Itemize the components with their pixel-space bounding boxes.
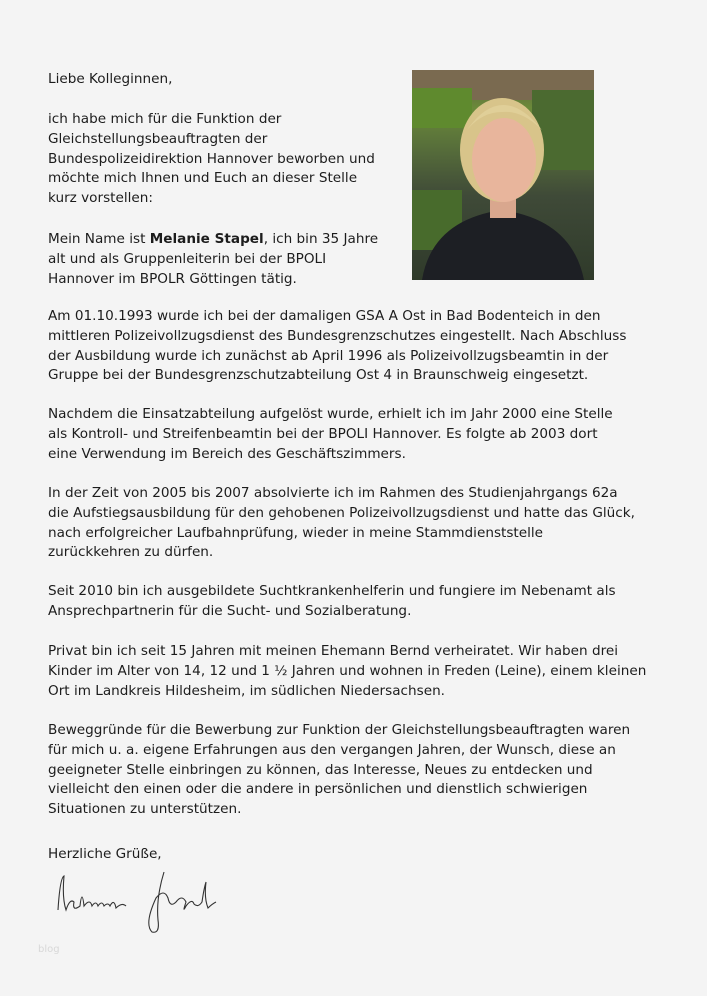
intro-paragraph xyxy=(48,110,375,209)
body-paragraph xyxy=(48,642,646,701)
text-line: geeigneter Stelle einbringen zu können, das Interesse, Neues zu entdecken und xyxy=(48,761,593,778)
text-line: mittleren Polizeivollzugsdienst des Bundesgrenzschutzes eingestellt. Nach Abschluss xyxy=(48,327,627,344)
text-line: Privat bin ich seit 15 Jahren mit meinen Ehemann Bernd verheiratet. Wir haben drei xyxy=(48,643,619,659)
text-line: eine Verwendung im Bereich des Geschäftszimmers. xyxy=(48,445,406,462)
watermark: blog xyxy=(38,944,60,955)
text-line: möchte mich Ihnen und Euch an dieser Stelle xyxy=(48,170,358,187)
text-line: Situationen zu unterstützen. xyxy=(48,801,242,818)
closing: Herzliche Grüße, xyxy=(48,846,162,862)
author-name: Melanie Stapel xyxy=(149,231,264,247)
text-line: Beweggründe für die Bewerbung zur Funktion der Gleichstellungsbeauftragten waren xyxy=(48,722,631,738)
body-paragraph xyxy=(48,484,635,563)
text-line: vielleicht den einen oder die andere in persönlichen und dienstlich schwierigen xyxy=(48,781,588,798)
text-line: als Kontroll- und Streifenbeamtin bei der BPOLI Hannover. Es folgte ab 2003 dort xyxy=(48,425,598,442)
text-line: Gruppe bei der Bundesgrenzschutzabteilung Ost 4 in Braunschweig eingesetzt. xyxy=(48,367,589,384)
text-line: Kinder im Alter von 14, 12 und 1 ½ Jahren und wohnen in Freden (Leine), einem kleinen xyxy=(48,662,647,679)
body-paragraph xyxy=(48,582,616,622)
portrait-photo xyxy=(412,70,594,280)
text-line: Bundespolizeidirektion Hannover beworben und xyxy=(48,150,375,167)
text-line: Gleichstellungsbeauftragten der xyxy=(48,130,268,147)
text-line: Hannover im BPOLR Göttingen tätig. xyxy=(48,270,297,287)
signature xyxy=(52,868,222,942)
body-paragraph xyxy=(48,405,613,464)
text-line: In der Zeit von 2005 bis 2007 absolvierte ich im Rahmen des Studienjahrgangs 62a xyxy=(48,485,618,501)
text-line: Ort im Landkreis Hildesheim, im südlichen Niedersachsen. xyxy=(48,682,446,699)
name-paragraph xyxy=(48,230,378,289)
text-line: Am 01.10.1993 wurde ich bei der damaligen GSA A Ost in Bad Bodenteich in den xyxy=(48,308,601,324)
text-line: alt und als Gruppenleiterin bei der BPOLI xyxy=(48,250,327,267)
text-line: ich habe mich für die Funktion der xyxy=(48,111,282,127)
text-line: Ansprechpartnerin für die Sucht- und Sozialberatung. xyxy=(48,602,412,619)
text: Mein Name ist xyxy=(48,231,150,247)
text-line: Nachdem die Einsatzabteilung aufgelöst wurde, erhielt ich im Jahr 2000 eine Stelle xyxy=(48,406,613,422)
body-paragraph xyxy=(48,307,626,386)
text-line: zurückkehren zu dürfen. xyxy=(48,544,214,561)
salutation: Liebe Kolleginnen, xyxy=(48,71,173,87)
text-line: die Aufstiegsausbildung für den gehobenen Polizeivollzugsdienst und hatte das Glück, xyxy=(48,504,635,521)
text-line: der Ausbildung wurde ich zunächst ab April 1996 als Polizeivollzugsbeamtin in der xyxy=(48,347,609,364)
body-paragraph xyxy=(48,721,630,820)
text-line: für mich u. a. eigene Erfahrungen aus den vergangen Jahren, der Wunsch, diese an xyxy=(48,741,616,758)
text-line: kurz vorstellen: xyxy=(48,190,153,207)
text: , ich bin 35 Jahre xyxy=(263,231,379,247)
text-line: nach erfolgreicher Laufbahnprüfung, wieder in meine Stammdienststelle xyxy=(48,524,544,541)
text-line: Seit 2010 bin ich ausgebildete Suchtkrankenhelferin und fungiere im Nebenamt als xyxy=(48,583,616,599)
